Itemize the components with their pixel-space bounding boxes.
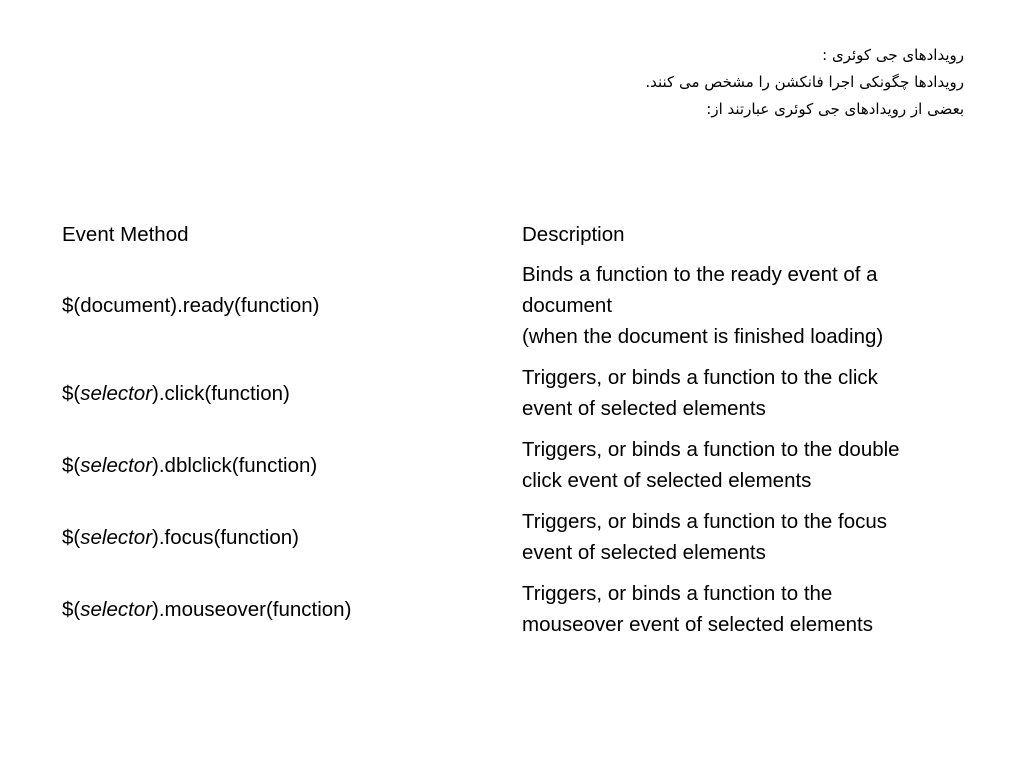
method-prefix: $(: [62, 453, 81, 477]
description-line: Triggers, or binds a function to the focus: [522, 510, 888, 533]
event-method-cell: [62, 506, 522, 578]
description-line: Triggers, or binds a function to the double: [522, 438, 900, 461]
method-selector: selector: [80, 525, 153, 549]
method-selector: selector: [80, 381, 153, 405]
description-line: event of selected elements: [522, 397, 766, 420]
method-suffix: ).click(function): [152, 381, 290, 405]
header-line: رویدادهای جی کوئری :: [822, 46, 964, 64]
event-method-cell: [62, 578, 522, 650]
table-row: [62, 506, 982, 578]
method-prefix: $(: [62, 525, 81, 549]
event-method-cell: [62, 434, 522, 506]
method-prefix: $(document).ready(function): [62, 294, 320, 317]
method-suffix: ).focus(function): [152, 525, 299, 549]
header-line: بعضی از رویدادهای جی کوئری عبارتند از:: [706, 100, 964, 118]
description-line: Binds a function to the ready event of a: [522, 263, 878, 286]
table-row: [62, 434, 982, 506]
table-row: [62, 578, 982, 650]
events-table: [62, 219, 982, 650]
description-cell: [522, 362, 982, 434]
description-cell: [522, 506, 982, 578]
event-method-cell: [62, 259, 522, 362]
description-line: Triggers, or binds a function to the: [522, 582, 833, 605]
slide-header: [264, 42, 964, 123]
header-event-method: Event Method: [62, 223, 189, 246]
description-line: Triggers, or binds a function to the click: [522, 366, 878, 389]
table-header-row: [62, 219, 982, 259]
description-line: click event of selected elements: [522, 469, 812, 492]
method-prefix: $(: [62, 597, 81, 621]
event-method-cell: [62, 362, 522, 434]
table-row: [62, 362, 982, 434]
table-row: [62, 259, 982, 362]
header-description: Description: [522, 223, 625, 246]
description-line: document: [522, 294, 613, 317]
description-cell: [522, 578, 982, 650]
method-selector: selector: [80, 597, 153, 621]
description-cell: [522, 259, 982, 362]
description-line: event of selected elements: [522, 541, 766, 564]
method-selector: selector: [80, 453, 153, 477]
method-suffix: ).mouseover(function): [152, 597, 352, 621]
description-line: (when the document is finished loading): [522, 325, 884, 348]
header-line: رویدادها چگونکی اجرا فانکشن را مشخص می کنند.: [645, 73, 964, 91]
description-line: mouseover event of selected elements: [522, 613, 873, 636]
description-cell: [522, 434, 982, 506]
method-suffix: ).dblclick(function): [152, 453, 318, 477]
method-prefix: $(: [62, 381, 81, 405]
